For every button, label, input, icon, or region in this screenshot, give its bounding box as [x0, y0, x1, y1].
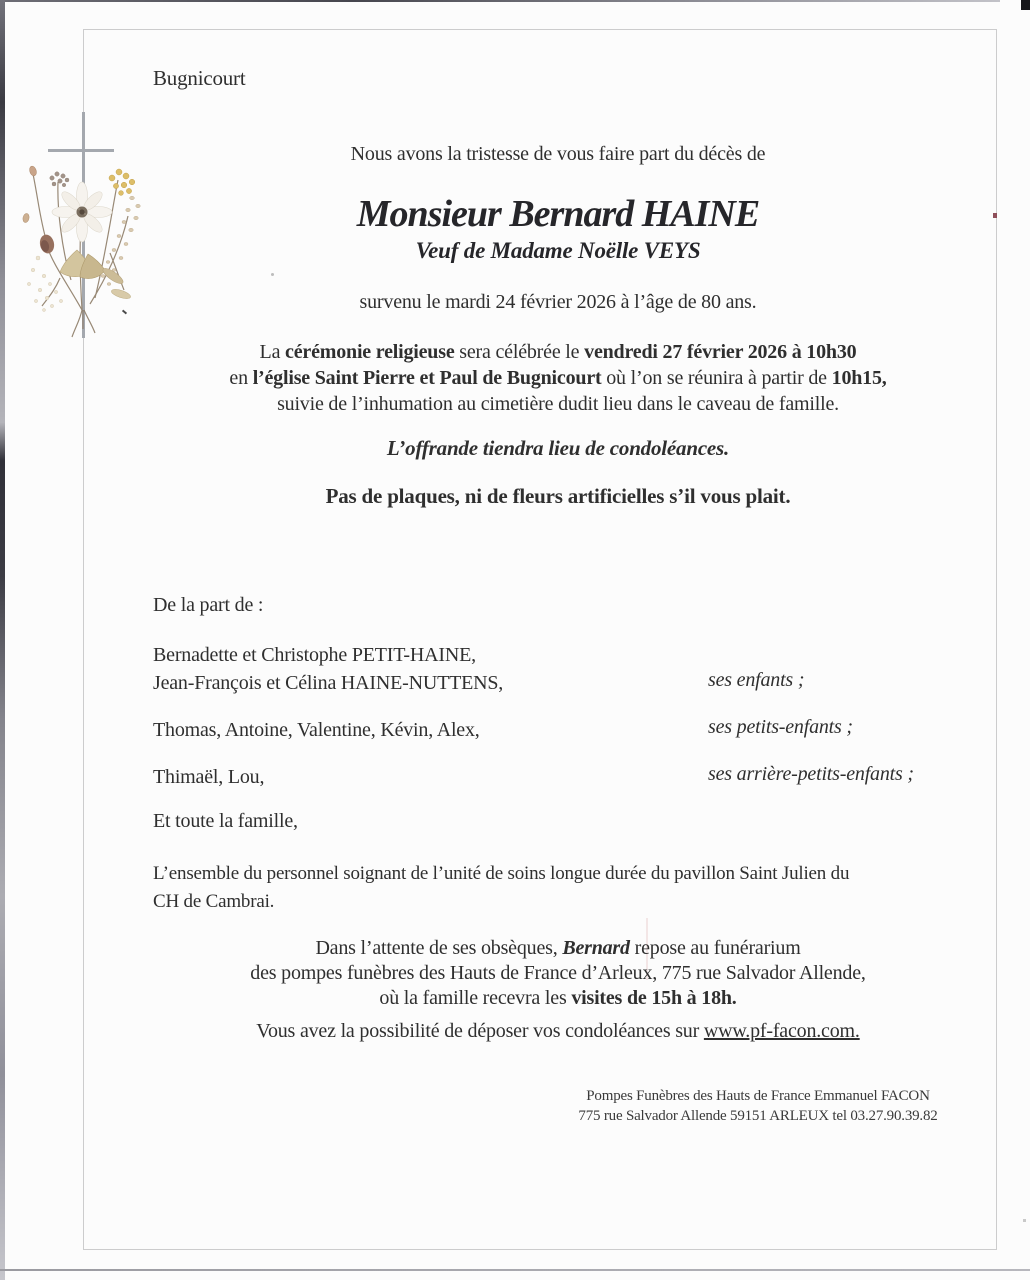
no-flowers-line: Pas de plaques, ni de fleurs artificielles s’il vous plait.: [325, 484, 791, 508]
family-names-children: [153, 641, 503, 697]
funeral-home-footer: [578, 1086, 938, 1126]
intro-line: Nous avons la tristesse de vous faire part du décès de: [350, 143, 766, 165]
offering-line: L’offrande tiendra lieu de condoléances.: [386, 436, 730, 460]
widower-line: Veuf de Madame Noëlle VEYS: [415, 238, 701, 263]
ceremony-line-2: en l’église Saint Pierre et Paul de Bugnicourt où l’on se réunira à partir de 10h15,: [229, 367, 887, 389]
scan-edge-bottom: [0, 1269, 1030, 1271]
family-relation-great-grandchildren: ses arrière-petits-enfants ;: [708, 763, 914, 785]
family-names-grandchildren: [153, 716, 480, 744]
location-label: Bugnicourt: [153, 66, 246, 90]
funeral-notice-line-1: Dans l’attente de ses obsèques, Bernard repose au funérarium: [315, 937, 801, 959]
family-name-line: Jean-François et Célina HAINE-NUTTENS,: [153, 672, 504, 694]
family-names-great-grandchildren: [153, 763, 264, 791]
from-heading: De la part de :: [153, 594, 264, 616]
scan-edge-top: [5, 0, 1000, 2]
funeral-notice-line-3: où la famille recevra les visites de 15h à 18h.: [379, 987, 737, 1009]
family-name-line: Thimaël, Lou,: [153, 766, 265, 788]
staff-paragraph: [153, 860, 849, 916]
death-date-line: survenu le mardi 24 février 2026 à l’âge de 80 ans.: [359, 291, 757, 313]
footer-line-1: Pompes Funèbres des Hauts de France Emmanuel FACON: [586, 1088, 930, 1104]
condolences-line: Vous avez la possibilité de déposer vos condoléances sur www.pf-facon.com.: [256, 1020, 860, 1042]
family-relation-children: ses enfants ;: [708, 669, 805, 691]
family-name-line: Thomas, Antoine, Valentine, Kévin, Alex,: [153, 719, 480, 741]
ceremony-paragraph: [86, 339, 1030, 417]
staff-line-1: L’ensemble du personnel soignant de l’unité de soins longue durée du pavillon Saint Julien du: [153, 863, 850, 884]
family-relation-grandchildren: ses petits-enfants ;: [708, 716, 853, 738]
staff-line-2: CH de Cambrai.: [153, 891, 275, 912]
ceremony-line-1: La cérémonie religieuse sera célébrée le vendredi 27 février 2026 à 10h30: [259, 341, 857, 363]
funeral-notice-line-2: des pompes funèbres des Hauts de France d’Arleux, 775 rue Salvador Allende,: [250, 962, 866, 984]
scan-speck: [1023, 1219, 1026, 1222]
family-name-line: Bernadette et Christophe PETIT-HAINE,: [153, 644, 476, 666]
scan-speck: [271, 273, 274, 276]
deceased-name: Monsieur Bernard HAINE: [356, 193, 760, 235]
scan-corner-mark: [1021, 0, 1030, 10]
footer-line-2: 775 rue Salvador Allende 59151 ARLEUX tel 03.27.90.39.82: [578, 1108, 938, 1124]
funeral-notice: [86, 936, 1030, 1011]
ceremony-line-3: suivie de l’inhumation au cimetière dudit lieu dans le caveau de famille.: [277, 393, 839, 415]
family-closing: Et toute la famille,: [153, 810, 298, 832]
